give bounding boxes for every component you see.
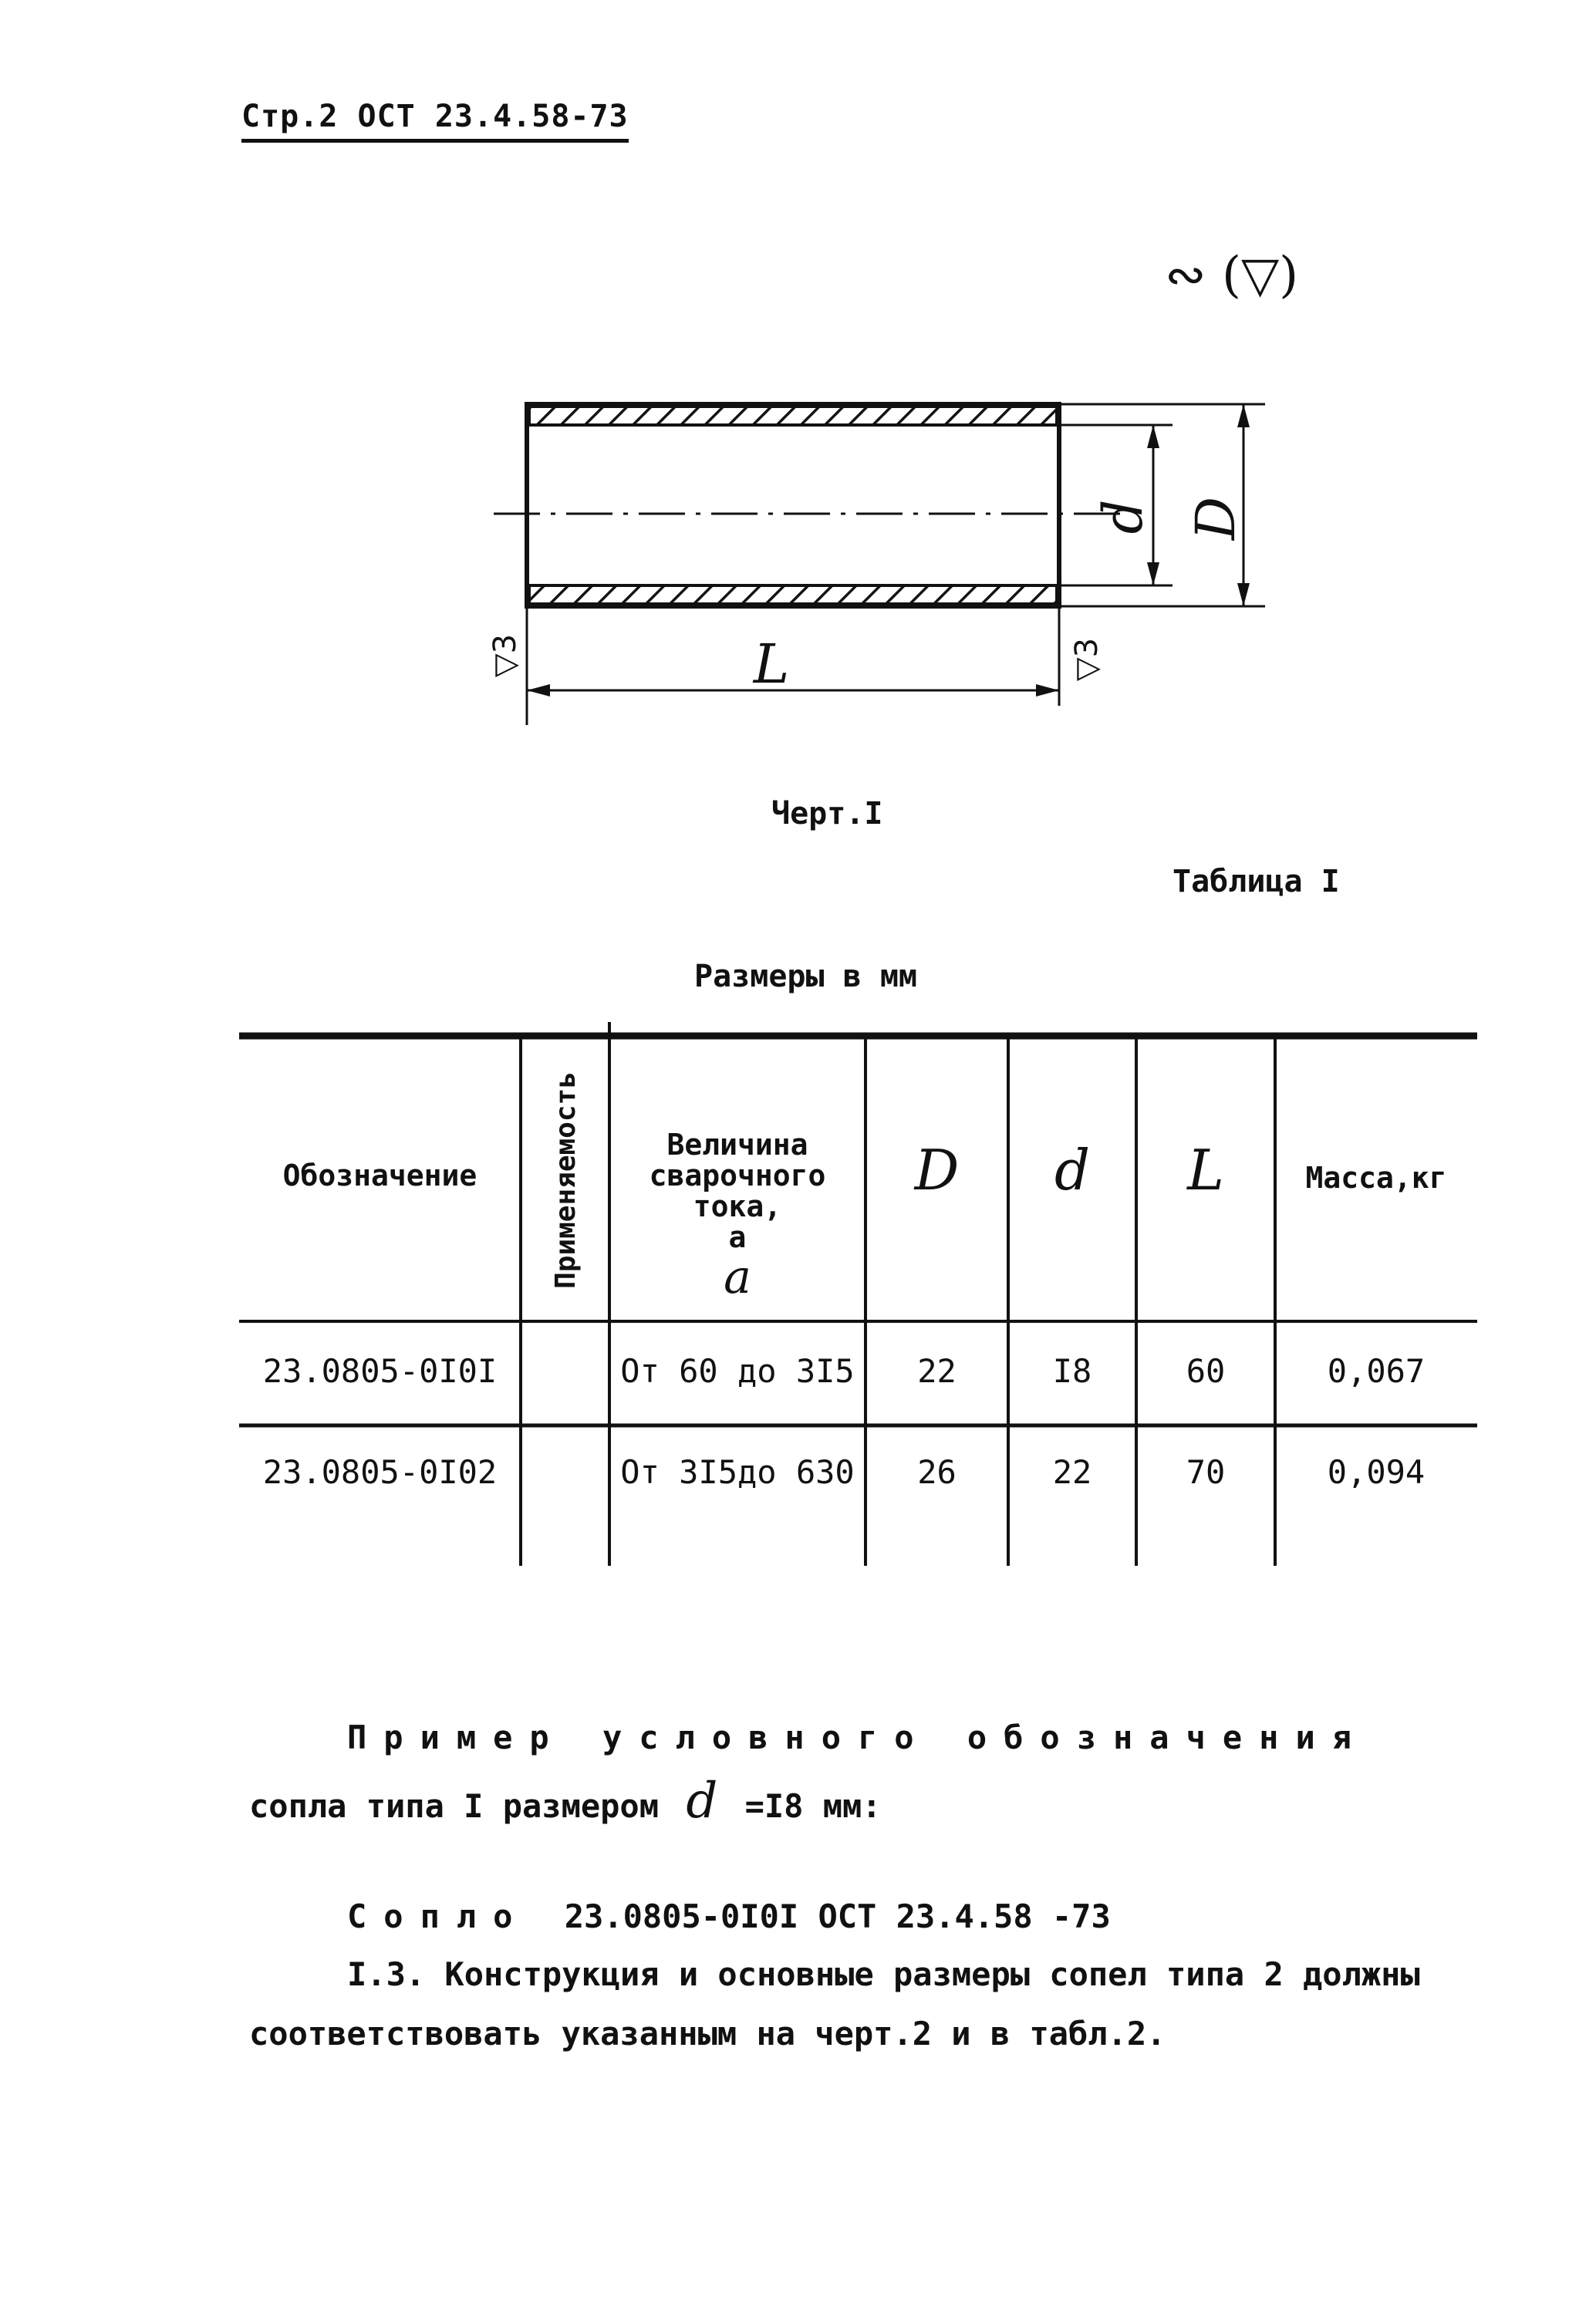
cell-current: От 60 до 3I5 bbox=[620, 1352, 855, 1390]
example-line2-pre: сопла типа I размером bbox=[249, 1787, 660, 1825]
units-note: Размеры в мм bbox=[694, 959, 917, 994]
figure-caption: Черт.I bbox=[771, 796, 883, 831]
example-word-nozzle: Сопло bbox=[347, 1897, 530, 1935]
header-current-line4: а bbox=[728, 1219, 747, 1254]
clause-line1: I.3. Конструкция и основные размеры сопел типа 2 должны bbox=[347, 1955, 1420, 1993]
header-current-line2: сварочного bbox=[649, 1158, 826, 1192]
example-heading: Пример условного обозначения bbox=[347, 1719, 1369, 1756]
roughness-left: ▽3 bbox=[488, 633, 523, 678]
example-code: 23.0805-0I0I ОСТ 23.4.58 -73 bbox=[564, 1897, 1111, 1935]
header-current-symbol: a bbox=[724, 1250, 751, 1304]
cell-d: 22 bbox=[1052, 1453, 1092, 1491]
header-mass: Масса,кг bbox=[1305, 1161, 1447, 1195]
page-header: Стр.2 ОСТ 23.4.58-73 bbox=[241, 99, 629, 143]
cell-L: 70 bbox=[1186, 1453, 1226, 1491]
cell-designation: 23.0805-0I0I bbox=[262, 1352, 498, 1390]
cell-D: 26 bbox=[917, 1453, 957, 1491]
cell-d: I8 bbox=[1052, 1352, 1092, 1390]
roughness-right: ▽3 bbox=[1069, 637, 1105, 682]
header-current-line3: тока, bbox=[693, 1189, 782, 1223]
header-applicability: Применяемость bbox=[550, 1071, 582, 1289]
cell-D: 22 bbox=[917, 1352, 957, 1390]
example-symbol-d: d bbox=[686, 1773, 718, 1830]
dim-label-L: L bbox=[753, 632, 790, 696]
cell-mass: 0,067 bbox=[1327, 1352, 1426, 1390]
header-current-line1: Величина bbox=[666, 1128, 808, 1162]
dim-label-D: D bbox=[1184, 496, 1247, 541]
example-designation bbox=[347, 1897, 1111, 1935]
example-line2 bbox=[249, 1773, 882, 1830]
cell-L: 60 bbox=[1186, 1352, 1226, 1390]
table-caption: Таблица I bbox=[1173, 864, 1340, 899]
cell-mass: 0,094 bbox=[1327, 1453, 1426, 1491]
header-designation: Обозначение bbox=[282, 1159, 477, 1192]
dim-label-d: d bbox=[1092, 499, 1155, 535]
header-d: d bbox=[1054, 1138, 1091, 1203]
header-D: D bbox=[914, 1138, 960, 1203]
clause-line2: соответствовать указанным на черт.2 и в табл.2. bbox=[249, 2015, 1166, 2053]
example-line2-post: =I8 мм: bbox=[744, 1787, 882, 1825]
header-current bbox=[609, 1130, 865, 1302]
surface-roughness-mark: ∾ (▽) bbox=[1165, 247, 1299, 304]
cell-current: От 3I5до 630 bbox=[620, 1453, 855, 1491]
cell-designation: 23.0805-0I02 bbox=[262, 1453, 498, 1491]
header-L: L bbox=[1187, 1138, 1224, 1203]
